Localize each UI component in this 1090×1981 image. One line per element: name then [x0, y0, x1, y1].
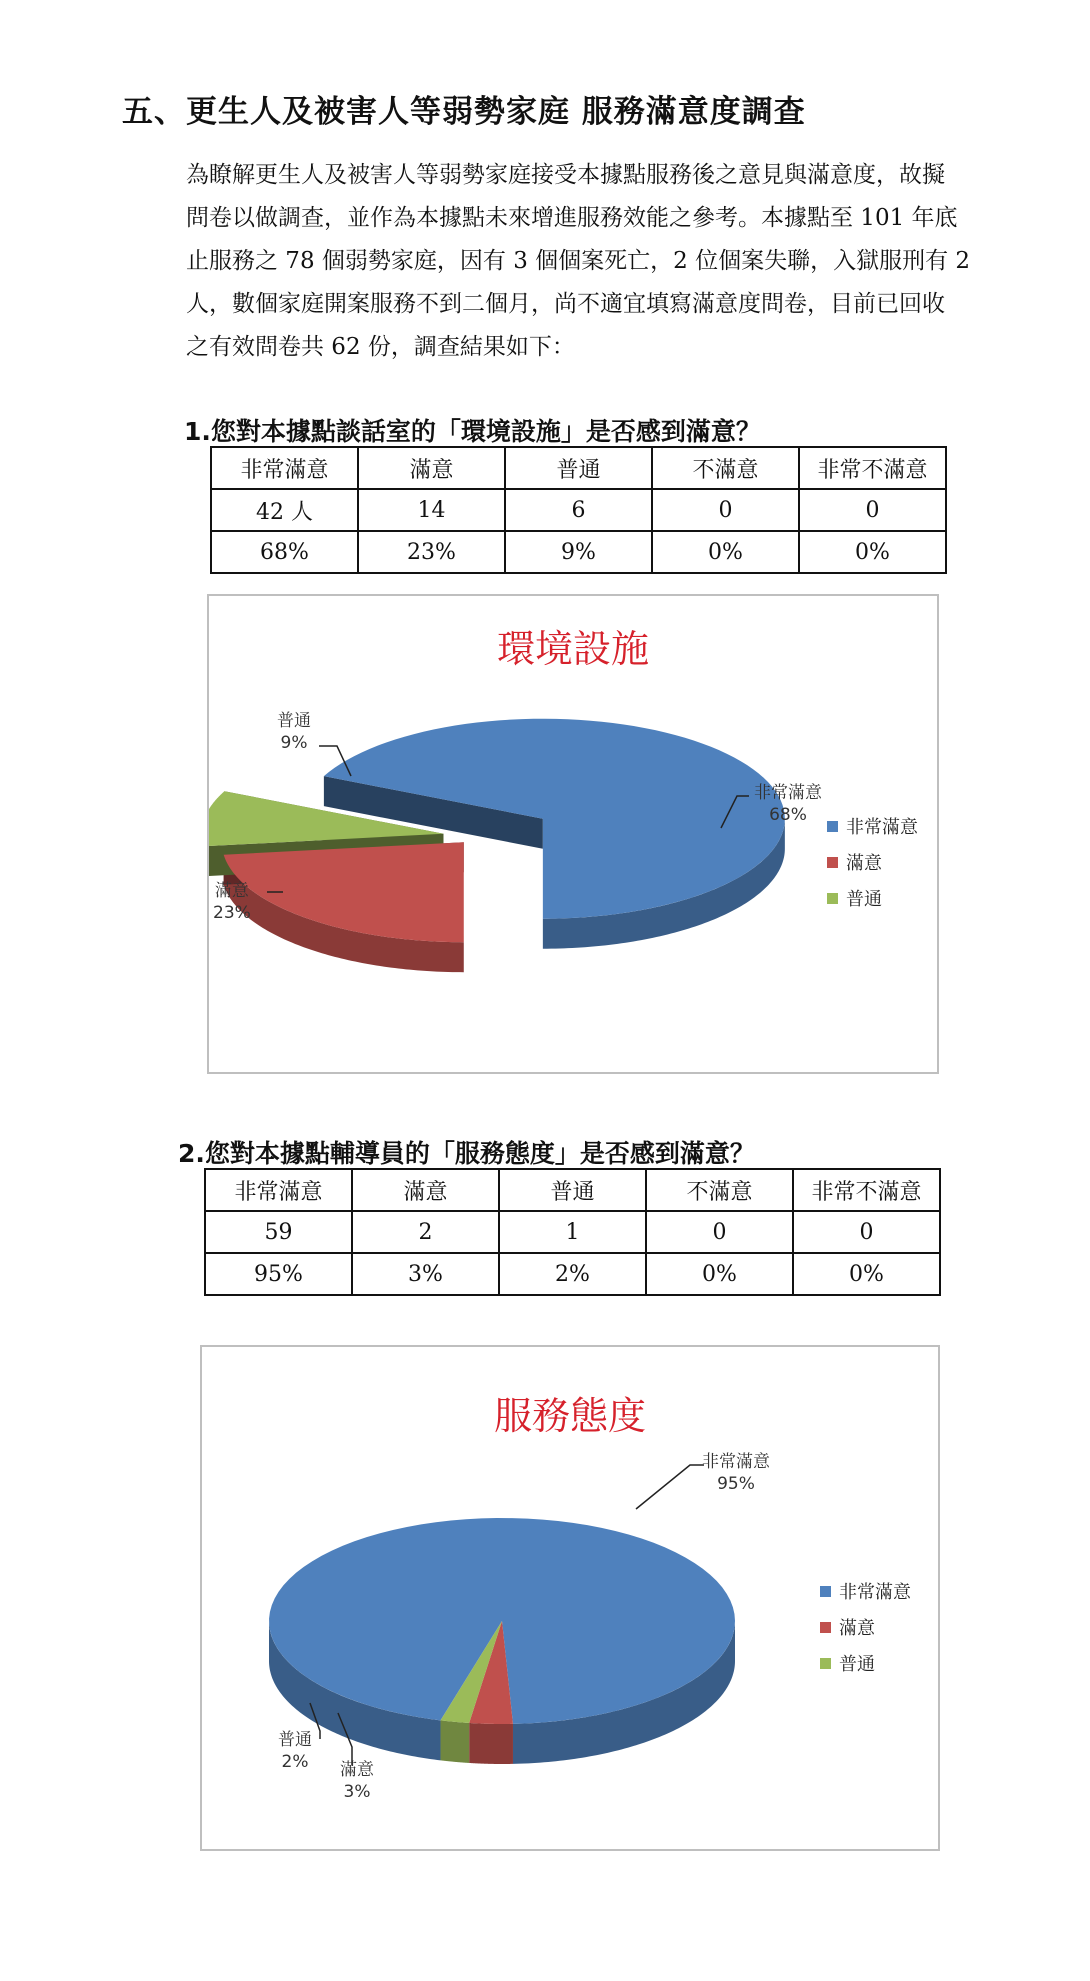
table-cell: 0 [652, 489, 799, 531]
table-cell: 95% [205, 1253, 352, 1295]
intro-line: 問卷以做調查，並作為本據點未來增進服務效能之參考。本據點至 101 年底 [186, 205, 958, 231]
pie-slice [224, 842, 464, 942]
table-cell: 0% [652, 531, 799, 573]
question-2-table [204, 1168, 941, 1296]
table-header-cell: 普通 [499, 1169, 646, 1211]
pie-chart-environment [207, 594, 939, 1074]
table-cell: 9% [505, 531, 652, 573]
table-cell: 68% [211, 531, 358, 573]
chart-legend [820, 1573, 911, 1681]
table-header-cell: 普通 [505, 447, 652, 489]
chart-title: 環境設施 [496, 627, 649, 671]
legend-swatch-red [827, 857, 838, 868]
legend-item: 非常滿意 [827, 808, 918, 844]
intro-paragraph [186, 154, 976, 369]
table-cell: 14 [358, 489, 505, 531]
pie-slice-side [441, 1720, 470, 1763]
legend-item: 非常滿意 [820, 1573, 911, 1609]
question-1-heading: 1.您對本據點談話室的「環境設施」是否感到滿意？ [184, 417, 761, 446]
data-label-very-satisfied: 非常滿意 95% [702, 1452, 770, 1494]
data-label-normal: 普通 2% [278, 1730, 312, 1772]
table-cell: 2 [352, 1211, 499, 1253]
legend-swatch-red [820, 1622, 831, 1633]
table-header-cell: 滿意 [352, 1169, 499, 1211]
table-percent-row [205, 1253, 940, 1295]
table-header-row [211, 447, 946, 489]
intro-line: 止服務之 78 個弱勢家庭，因有 3 個個案死亡，2 位個案失聯，入獄服刑有 2 [186, 248, 971, 274]
table-header-cell: 非常不滿意 [793, 1169, 940, 1211]
question-2-heading: 2.您對本據點輔導員的「服務態度」是否感到滿意？ [178, 1139, 755, 1168]
table-cell: 3% [352, 1253, 499, 1295]
legend-swatch-blue [820, 1586, 831, 1597]
data-label-satisfied: 滿意 23% [213, 881, 251, 923]
table-cell: 42 人 [211, 489, 358, 531]
chart-legend [827, 808, 918, 916]
table-cell: 2% [499, 1253, 646, 1295]
pie-slice-side [469, 1723, 513, 1764]
table-cell: 6 [505, 489, 652, 531]
table-header-cell: 不滿意 [652, 447, 799, 489]
data-label-normal: 普通 9% [277, 711, 311, 753]
table-percent-row [211, 531, 946, 573]
legend-item: 滿意 [820, 1609, 911, 1645]
data-label-very-satisfied: 非常滿意 68% [754, 783, 822, 825]
table-cell: 23% [358, 531, 505, 573]
table-cell: 0 [793, 1211, 940, 1253]
table-cell: 0 [646, 1211, 793, 1253]
table-cell: 0% [799, 531, 946, 573]
table-cell: 0% [646, 1253, 793, 1295]
legend-swatch-blue [827, 821, 838, 832]
legend-item: 普通 [820, 1645, 911, 1681]
table-header-cell: 不滿意 [646, 1169, 793, 1211]
legend-swatch-green [827, 893, 838, 904]
intro-line: 之有效問卷共 62 份，調查結果如下： [186, 334, 575, 360]
table-header-cell: 非常不滿意 [799, 447, 946, 489]
leader-line-very-satisfied [636, 1465, 704, 1509]
table-header-cell: 滿意 [358, 447, 505, 489]
data-label-satisfied: 滿意 3% [340, 1760, 374, 1802]
table-cell: 0 [799, 489, 946, 531]
chart-title: 服務態度 [493, 1394, 646, 1438]
table-header-cell: 非常滿意 [211, 447, 358, 489]
table-cell: 1 [499, 1211, 646, 1253]
table-header-row [205, 1169, 940, 1211]
table-count-row [211, 489, 946, 531]
table-cell: 59 [205, 1211, 352, 1253]
table-cell: 0% [793, 1253, 940, 1295]
table-header-cell: 非常滿意 [205, 1169, 352, 1211]
intro-line: 人，數個家庭開案服務不到二個月，尚不適宜填寫滿意度問卷，目前已回收 [186, 291, 945, 317]
legend-item: 滿意 [827, 844, 918, 880]
legend-swatch-green [820, 1658, 831, 1669]
page-title: 五、更生人及被害人等弱勢家庭 服務滿意度調查 [122, 94, 806, 130]
legend-item: 普通 [827, 880, 918, 916]
pie-chart-service-attitude [200, 1345, 940, 1851]
intro-line: 為瞭解更生人及被害人等弱勢家庭接受本據點服務後之意見與滿意度，故擬 [186, 162, 945, 188]
table-count-row [205, 1211, 940, 1253]
question-1-table [210, 446, 947, 574]
